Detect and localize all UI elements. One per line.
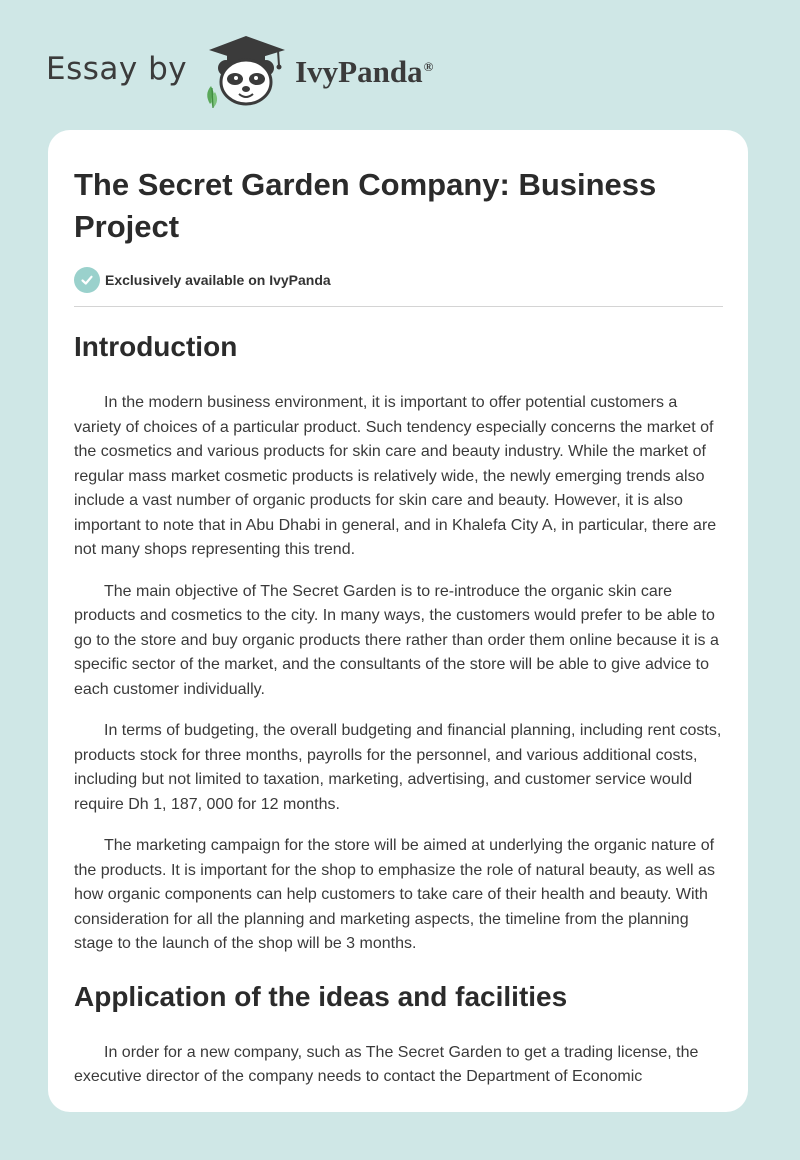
article-content (74, 130, 723, 1090)
paragraph: The marketing campaign for the store will be aimed at underlying the organic nature of the products. It is important for the shop to emphasize the role of natural beauty, as well as how organic components can help customers to take care of their health and beauty. With consideration for all the planning and marketing aspects, the timeline from the planning stage to the launch of the shop will be 3 months. (74, 837, 715, 952)
section-heading: Application of the ideas and facilities (74, 980, 568, 1012)
badge-label: Exclusively available on IvyPanda (105, 272, 331, 288)
brand-header[interactable] (46, 30, 433, 110)
exclusive-badge (74, 266, 723, 294)
registered-mark: ® (423, 58, 434, 74)
panda-logo-icon (201, 30, 291, 110)
paragraph: The main objective of The Secret Garden is to re-introduce the organic skin care products and cosmetics to the city. In many ways, the customers would prefer to be able to go to the store and buy organic products there rather than order them online because it is a specific sector of the market, and the consultants of the store will be able to give advice to each customer individually. (74, 582, 719, 698)
paragraph: In the modern business environment, it is important to offer potential customers a variety of choices of a particular product. Such tendency especially concerns the market of the cosmetics and various products for skin care and beauty industry. While the market of regular mass market cosmetic products is relatively wide, the newly emerging trends also include a vast number of organic products for skin care and beauty. However, it is also important to note that in Abu Dhabi in general, and in Khalefa City A, in particular, there are not many shops representing this trend. (74, 394, 717, 558)
paragraph: In terms of budgeting, the overall budgeting and financial planning, including rent costs, products stock for three months, payrolls for the personnel, and various additional costs, including but not limited to taxation, marketing, advertising, and customer service would require Dh 1, 187, 000 for 12 months. (74, 722, 722, 813)
check-icon (74, 267, 100, 293)
page-title: The Secret Garden Company: Business Project (74, 167, 657, 244)
article-card (48, 130, 748, 1112)
paragraph: In order for a new company, such as The Secret Garden to get a trading license, the executive director of the company needs to contact the Department of Economic (74, 1043, 699, 1085)
section-heading: Introduction (74, 331, 238, 362)
essay-by-label: Essay by (46, 51, 188, 87)
divider (74, 306, 723, 307)
brand-name: IvyPanda® (295, 54, 434, 89)
